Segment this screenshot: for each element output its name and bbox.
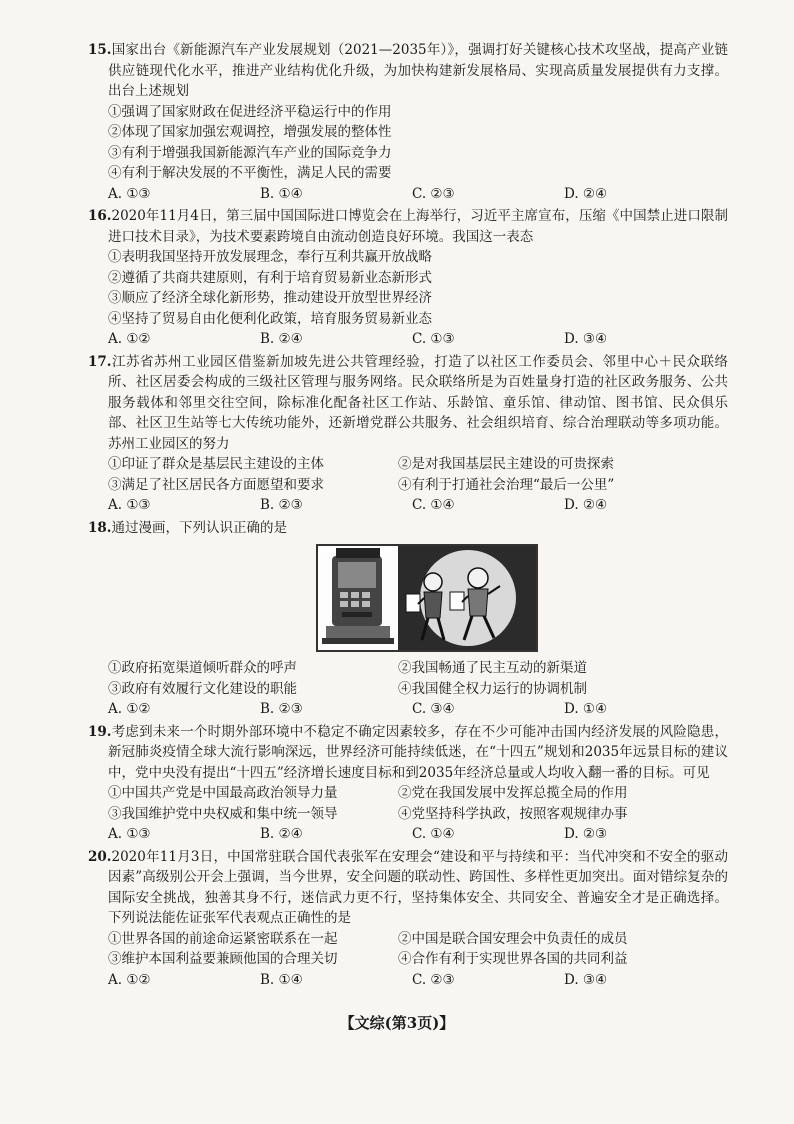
answer-choices — [88, 495, 728, 516]
stem-text: 通过漫画，下列认识正确的是 — [111, 519, 287, 536]
statement: ④合作有利于实现世界各国的共同利益 — [398, 951, 628, 967]
statement: ①印证了群众是基层民主建设的主体 — [108, 456, 324, 472]
question-stem — [88, 40, 728, 102]
choice-b[interactable]: B. ①④ — [260, 185, 303, 202]
statement-row — [88, 658, 728, 679]
statement: ③政府有效履行文化建设的职能 — [108, 680, 297, 697]
question-stem — [88, 518, 728, 539]
choice-c[interactable]: C. ①④ — [412, 497, 455, 513]
question-20 — [88, 847, 728, 991]
choice-c[interactable]: C. ③④ — [412, 701, 455, 717]
question-stem — [88, 352, 728, 455]
statement: ③有利于增强我国新能源汽车产业的国际竞争力 — [108, 144, 392, 161]
question-16 — [88, 206, 728, 350]
statement: ②是对我国基层民主建设的可贵探索 — [398, 456, 614, 472]
statement: ①表明我国坚持开放发展理念，奉行互利共赢开放战略 — [108, 249, 432, 265]
choice-d[interactable]: D. ②④ — [564, 497, 608, 513]
choice-b[interactable]: B. ②③ — [260, 497, 303, 513]
choice-b[interactable]: B. ①④ — [260, 971, 303, 988]
statement-row — [88, 454, 728, 475]
stem-text: 国家出台《新能源汽车产业发展规划（2021—2035年）》，强调打好关键核心技术攻坚战，提高产业链供应链现代化水平，推进产业结构优化升级，为加快构建新发展格局、实现高质量发展提供有力支撑。出台上述规划 — [108, 42, 728, 99]
choice-d[interactable]: D. ③④ — [564, 331, 608, 347]
statement: ②中国是联合国安理会中负责任的成员 — [398, 930, 628, 947]
statement: ③维护本国利益要兼顾他国的合理关切 — [108, 951, 338, 967]
question-number: 17. — [88, 353, 112, 370]
choice-a[interactable]: A. ①② — [108, 331, 151, 347]
question-number: 19. — [88, 723, 112, 740]
statement-row — [88, 679, 728, 700]
answer-choices — [88, 824, 728, 845]
choice-d[interactable]: D. ②④ — [564, 185, 608, 202]
question-number: 20. — [88, 848, 112, 865]
statement: ③顺应了经济全球化新形势，推动建设开放型世界经济 — [108, 290, 432, 306]
statement-row — [88, 804, 728, 825]
statement-row — [88, 929, 728, 950]
stem-text: 考虑到未来一个时期外部环境中不稳定不确定因素较多，存在不少可能冲击国内经济发展的风险隐患，新冠肺炎疫情全球大流行影响深远，世界经济可能持续低迷，在“十四五”规划和2035年远景目标的建议中，党中央没有提出“十四五”经济增长速度目标和到2035年经济总量或人均收入翻一番的目标。可见 — [108, 723, 728, 781]
statement: ④有利于打通社会治理“最后一公里” — [398, 476, 615, 493]
question-18 — [88, 518, 728, 720]
answer-choices — [88, 970, 728, 991]
stem-text: 2020年11月3日，中国常驻联合国代表张军在安理会“建设和平与持续和平：当代冲突和不安全的驱动因素”高级别公开会上强调，当今世界，安全问题的联动性、跨国性、多样性更加突出。面对错综复杂的国际安全挑战，独善其身不行，迷信武力更不行，坚持集体安全、共同安全、普遍安全才是正确选择。下列说法能佐证张军代表观点正确性的是 — [108, 848, 728, 926]
choice-c[interactable]: C. ②③ — [412, 185, 455, 202]
choice-b[interactable]: B. ②③ — [260, 701, 303, 717]
statement: ③满足了社区居民各方面愿望和要求 — [108, 476, 324, 493]
cartoon-illustration — [318, 546, 536, 650]
choice-d[interactable]: D. ③④ — [564, 971, 608, 988]
choice-d[interactable]: D. ②③ — [564, 826, 608, 842]
stem-text: 江苏省苏州工业园区借鉴新加坡先进公共管理经验，打造了以社区工作委员会、邻里中心＋民众联络所、社区居委会构成的三级社区管理与服务网络。民众联络所是为百姓量身打造的社区政务服务、公共服务载体和邻里交往空间，除标准化配备社区工作站、乐龄馆、童乐馆、律动馆、图书馆、民众俱乐部、社区卫生站等七大传统功能外，还新增党群公共服务、社会组织培育、综合治理联动等多项功能。苏州工业园区的努力 — [108, 353, 728, 452]
question-stem — [88, 206, 728, 247]
question-19 — [88, 722, 728, 845]
statement: ④坚持了贸易自由化便利化政策，培育服务贸易新业态 — [108, 310, 432, 327]
statement: ②我国畅通了民主互动的新渠道 — [398, 660, 587, 676]
question-stem — [88, 847, 728, 929]
statement: ②体现了国家加强宏观调控，增强发展的整体性 — [108, 124, 392, 140]
choice-b[interactable]: B. ②④ — [260, 331, 303, 347]
choice-a[interactable]: A. ①② — [108, 701, 151, 717]
choice-b[interactable]: B. ②④ — [260, 826, 303, 842]
statement: ④我国健全权力运行的协调机制 — [398, 680, 587, 697]
statement: ④党坚持科学执政，按照客观规律办事 — [398, 805, 628, 822]
choice-c[interactable]: C. ①③ — [412, 331, 455, 347]
choice-c[interactable]: C. ②③ — [412, 971, 455, 988]
question-number: 18. — [88, 519, 112, 536]
statement-row — [88, 949, 728, 970]
question-stem — [88, 722, 728, 784]
statement: ①强调了国家财政在促进经济平稳运行中的作用 — [108, 103, 392, 120]
statement: ②党在我国发展中发挥总揽全局的作用 — [398, 785, 628, 801]
question-number: 15. — [88, 42, 112, 58]
choice-c[interactable]: C. ①④ — [412, 826, 455, 842]
choice-d[interactable]: D. ①④ — [564, 701, 608, 717]
statement: ④有利于解决发展的不平衡性，满足人民的需要 — [108, 165, 392, 181]
stem-text: 2020年11月4日，第三届中国国际进口博览会在上海举行，习近平主席宣布，压缩《中国禁止进口限制进口技术目录》，为技术要素跨境自由流动创造良好环境。我国这一表态 — [108, 208, 728, 245]
question-15 — [88, 40, 728, 204]
choice-a[interactable]: A. ①③ — [108, 185, 151, 202]
question-number: 16. — [88, 208, 112, 224]
cartoon-image — [316, 544, 538, 652]
answer-choices — [88, 329, 728, 350]
choice-a[interactable]: A. ①② — [108, 971, 151, 988]
statement: ①政府拓宽渠道倾听群众的呼声 — [108, 660, 297, 676]
choice-a[interactable]: A. ①③ — [108, 826, 151, 842]
statement: ①世界各国的前途命运紧密联系在一起 — [108, 930, 338, 947]
question-17 — [88, 352, 728, 516]
answer-choices — [88, 184, 728, 205]
statement: ③我国维护党中央权威和集中统一领导 — [108, 805, 338, 822]
statement: ①中国共产党是中国最高政治领导力量 — [108, 785, 338, 801]
page-footer: 【文综(第3页)】 — [339, 1014, 455, 1032]
exam-page — [88, 40, 728, 992]
choice-a[interactable]: A. ①③ — [108, 497, 151, 513]
statement: ②遵循了共商共建原则，有利于培育贸易新业态新形式 — [108, 269, 432, 286]
statement-row — [88, 475, 728, 496]
statement-row — [88, 783, 728, 804]
answer-choices — [88, 699, 728, 720]
